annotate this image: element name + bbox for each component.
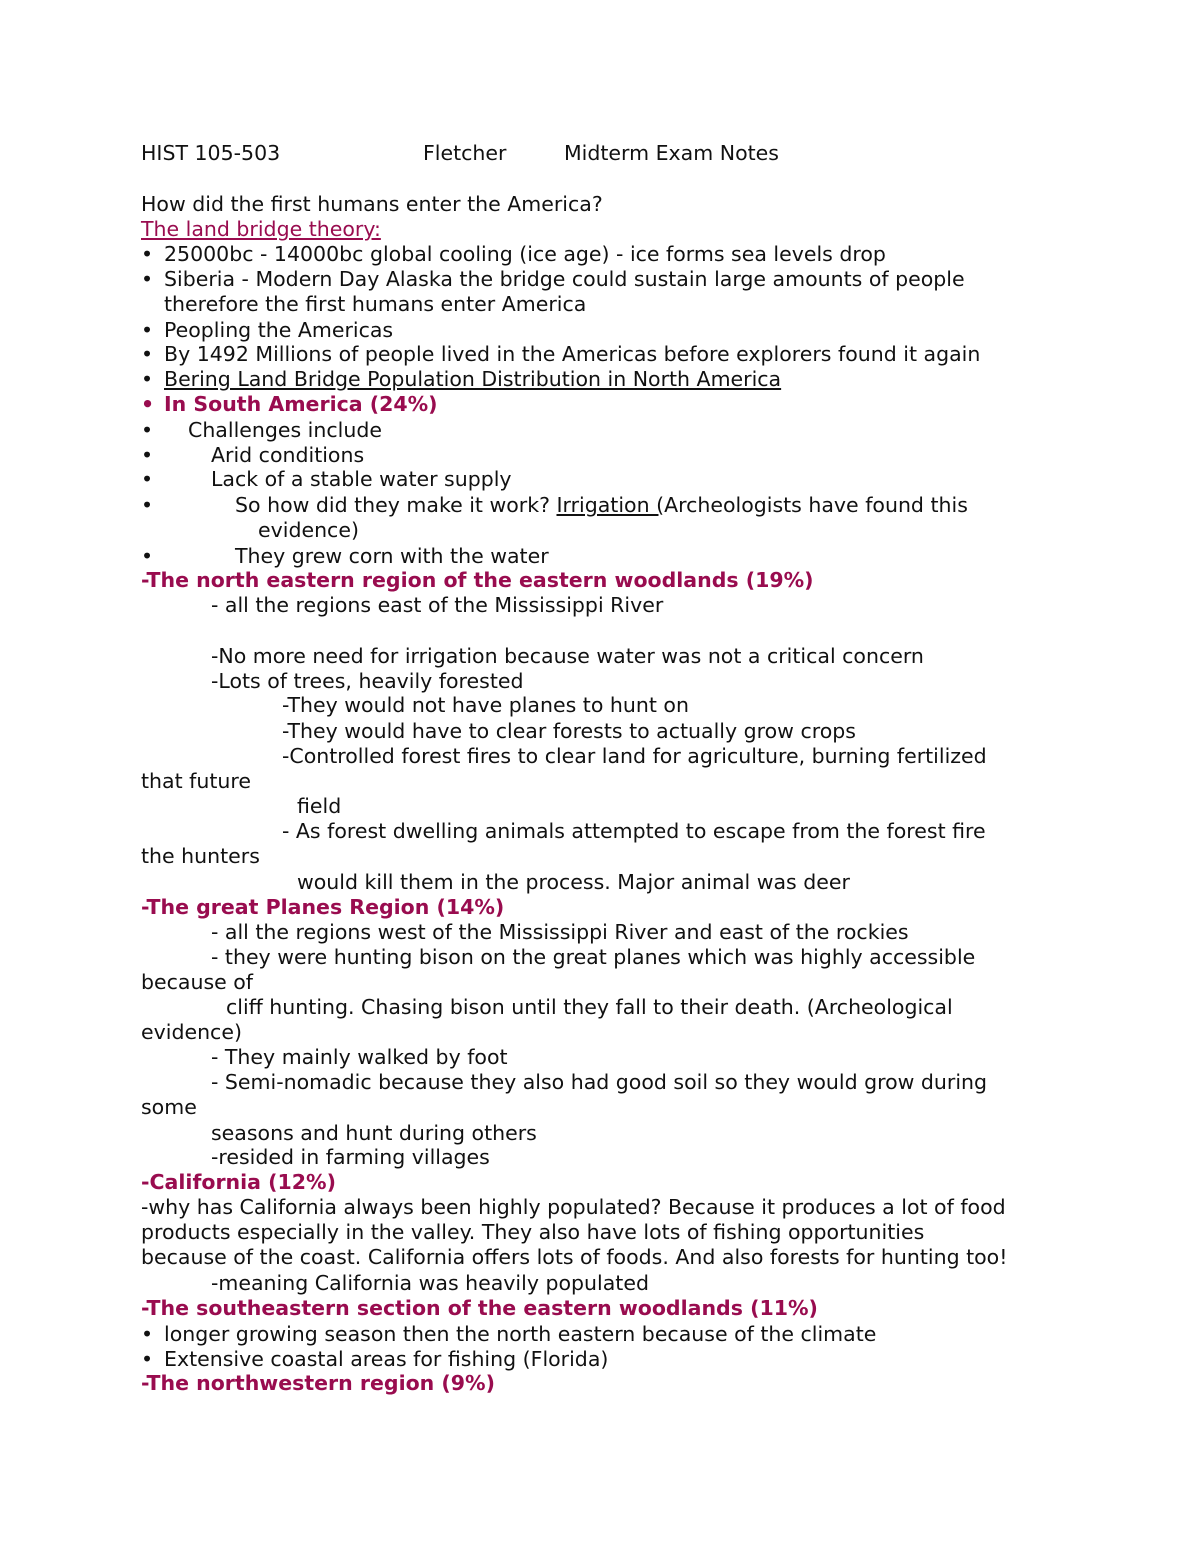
- text-line: the hunters: [141, 844, 260, 868]
- text-line: that future: [141, 769, 251, 793]
- list-item: They grew corn with the water: [235, 544, 549, 568]
- bullet-marker: •: [141, 318, 154, 342]
- bullet-marker: •: [141, 367, 154, 391]
- bullet-marker: •: [141, 267, 154, 291]
- land-bridge-heading: The land bridge theory:: [141, 217, 381, 241]
- text-line: - Semi-nomadic because they also had good soil so they would grow during: [211, 1070, 988, 1094]
- list-item: Arid conditions: [211, 443, 365, 467]
- instructor-name: Fletcher: [423, 141, 507, 165]
- text-line: seasons and hunt during others: [211, 1121, 537, 1145]
- list-item: 25000bc - 14000bc global cooling (ice age) - ice forms sea levels drop: [164, 242, 886, 266]
- irrigation-note: Archeologists have found this: [664, 493, 968, 517]
- question-line: How did the first humans enter the America?: [141, 192, 603, 216]
- northeast-heading: -The north eastern region of the eastern woodlands (19%): [141, 568, 814, 592]
- list-item: [235, 493, 968, 518]
- bullet-marker: •: [141, 467, 154, 491]
- text-line: -why has California always been highly populated? Because it produces a lot of food: [141, 1195, 1006, 1219]
- bullet-marker: •: [141, 342, 154, 366]
- text-line: - all the regions west of the Mississippi River and east of the rockies: [211, 920, 909, 944]
- text-line: - As forest dwelling animals attempted to escape from the forest fire: [282, 819, 986, 843]
- bullet-marker: •: [141, 392, 155, 416]
- course-code: HIST 105-503: [141, 141, 281, 165]
- list-item: longer growing season then the north eastern because of the climate: [164, 1322, 877, 1346]
- document-title: Midterm Exam Notes: [564, 141, 779, 165]
- text-line: -Lots of trees, heavily forested: [211, 669, 524, 693]
- list-item: Extensive coastal areas for fishing (Florida): [164, 1347, 609, 1371]
- text-line: cliff hunting. Chasing bison until they fall to their death. (Archeological: [226, 995, 953, 1019]
- list-item: Lack of a stable water supply: [211, 467, 512, 491]
- text-line: would kill them in the process. Major animal was deer: [297, 870, 850, 894]
- california-heading: -California (12%): [141, 1170, 336, 1194]
- text-line: -They would not have planes to hunt on: [282, 693, 689, 717]
- bullet-marker: •: [141, 1322, 154, 1346]
- bullet-marker: •: [141, 418, 154, 442]
- irrigation-question: So how did they make it work?: [235, 493, 557, 517]
- text-line: - all the regions east of the Mississippi River: [211, 593, 664, 617]
- text-line: -No more need for irrigation because water was not a critical concern: [211, 644, 924, 668]
- list-item: Siberia - Modern Day Alaska the bridge could sustain large amounts of people: [164, 267, 965, 291]
- text-line: -resided in farming villages: [211, 1145, 490, 1169]
- text-line: products especially in the valley. They also have lots of fishing opportunities: [141, 1220, 925, 1244]
- document-header: [0, 141, 1200, 166]
- planes-heading: -The great Planes Region (14%): [141, 895, 505, 919]
- southeast-heading: -The southeastern section of the eastern woodlands (11%): [141, 1296, 818, 1320]
- bullet-marker: •: [141, 443, 154, 467]
- irrigation-term: Irrigation (: [556, 493, 665, 517]
- text-line: -meaning California was heavily populated: [211, 1271, 649, 1295]
- text-line: -Controlled forest fires to clear land for agriculture, burning fertilized: [282, 744, 987, 768]
- list-item-underlined: Bering Land Bridge Population Distribution in North America: [164, 367, 782, 391]
- bullet-marker: •: [141, 493, 154, 517]
- text-line: because of: [141, 970, 254, 994]
- south-america-heading: In South America (24%): [164, 392, 438, 416]
- bullet-marker: •: [141, 544, 154, 568]
- list-item: By 1492 Millions of people lived in the Americas before explorers found it again: [164, 342, 981, 366]
- bullet-marker: •: [141, 1347, 154, 1371]
- list-item: Peopling the Americas: [164, 318, 394, 342]
- text-line: evidence): [141, 1020, 242, 1044]
- text-line: - They mainly walked by foot: [211, 1045, 508, 1069]
- text-line: -They would have to clear forests to actually grow crops: [282, 719, 856, 743]
- list-item: Challenges include: [188, 418, 382, 442]
- text-line: some: [141, 1095, 197, 1119]
- text-line: field: [297, 794, 342, 818]
- list-item-continuation: therefore the first humans enter America: [164, 292, 587, 316]
- list-item-continuation: evidence): [258, 518, 359, 542]
- text-line: - they were hunting bison on the great planes which was highly accessible: [211, 945, 976, 969]
- text-line: because of the coast. California offers lots of foods. And also forests for hunting too!: [141, 1245, 1008, 1269]
- northwest-heading: -The northwestern region (9%): [141, 1371, 495, 1395]
- bullet-marker: •: [141, 242, 154, 266]
